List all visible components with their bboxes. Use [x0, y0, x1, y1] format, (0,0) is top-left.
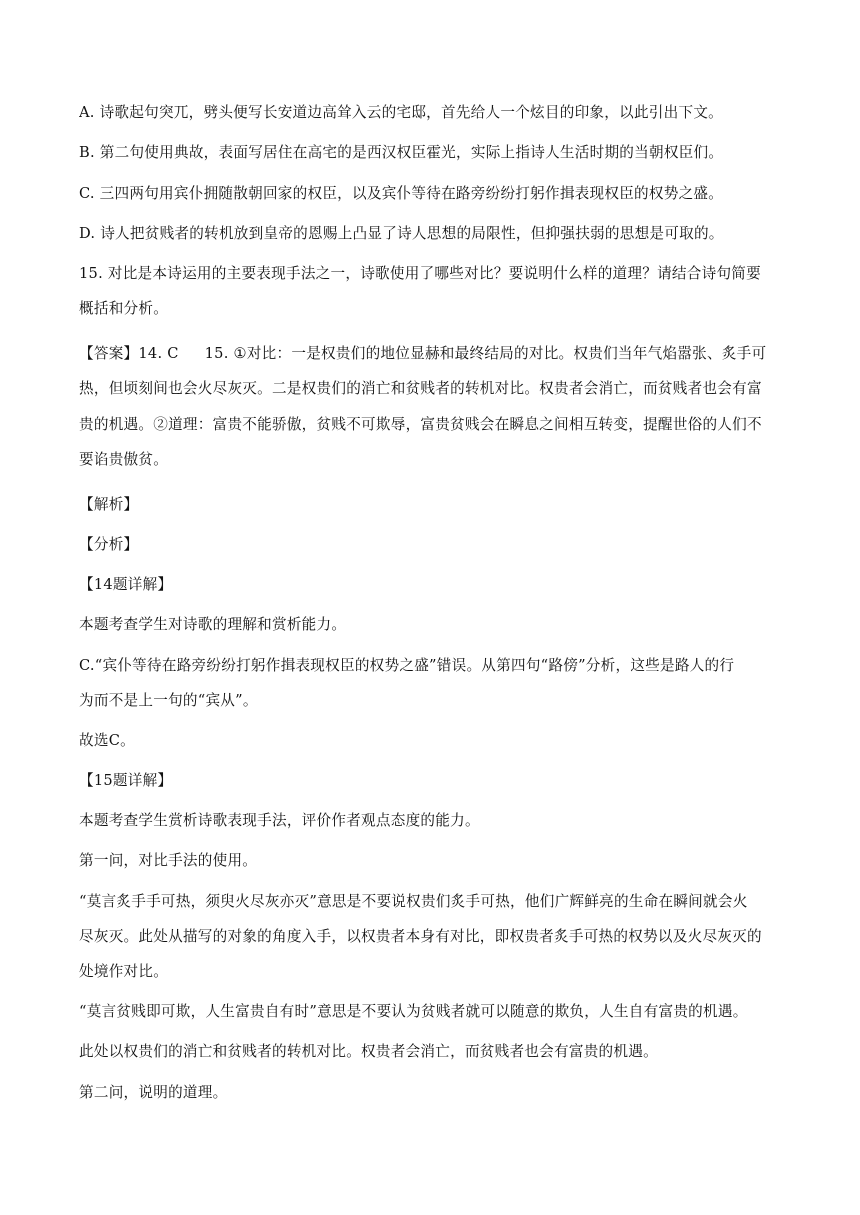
q14-line-3: 为而不是上一句的“宾从”。: [79, 692, 258, 709]
q15-line-8: 第二问，说明的道理。: [79, 1084, 228, 1101]
answer-line-4: 要谄贵傲贫。: [79, 451, 169, 468]
q15-line-7: 此处以权贵们的消亡和贫贱者的转机对比。权贵者会消亡，而贫贱者也会有富贵的机遇。: [79, 1043, 658, 1060]
q15-line-6: “莫言贫贱即可欺，人生富贵自有时”意思是不要认为贫贱者就可以随意的欺负，人生自有富贵的机遇。: [79, 1003, 748, 1020]
q14-line-4: 故选C。: [79, 732, 135, 749]
fenxi-heading: 【分析】: [79, 536, 139, 553]
q15-line-4: 尽灰灭。此处从描写的对象的角度入手，以权贵者本身有对比，即权贵者炙手可热的权势以及火尽灰灭的: [79, 928, 762, 945]
option-d: D. 诗人把贫贱者的转机放到皇帝的恩赐上凸显了诗人思想的局限性，但抑强扶弱的思想是可取的。: [79, 225, 724, 242]
option-b: B. 第二句使用典故，表面写居住在高宅的是西汉权臣霍光，实际上指诗人生活时期的当朝权臣们。: [79, 144, 724, 161]
q14-line-2: C.“宾仆等待在路旁纷纷打躬作揖表现权臣的权势之盛”错误。从第四句“路傍”分析，这些是路人的行: [79, 657, 735, 674]
answer-14: 【答案】14. C: [79, 345, 179, 362]
answer-line-1: [79, 344, 795, 364]
answer-15-start: 15. ①对比：一是权贵们的地位显赫和最终结局的对比。权贵们当年气焰嚣张、炙手可: [204, 345, 767, 362]
question-15-line-2: 概括和分析。: [79, 300, 169, 317]
q15-line-5: 处境作对比。: [79, 963, 169, 980]
q15-heading: 【15题详解】: [79, 772, 173, 789]
answer-line-3: 贵的机遇。②道理：富贵不能骄傲，贫贱不可欺辱，富贵贫贱会在瞬息之间相互转变，提醒世俗的人们不: [79, 416, 762, 433]
option-a: A. 诗歌起句突兀，劈头便写长安道边高耸入云的宅邸，首先给人一个炫目的印象，以此引出下文。: [79, 104, 724, 121]
q15-line-1: 本题考查学生赏析诗歌表现手法，评价作者观点态度的能力。: [79, 812, 480, 829]
q15-line-3: “莫言炙手手可热，须臾火尽灰亦灭”意思是不要说权贵们炙手可热，他们广辉鲜亮的生命在瞬间就会火: [79, 893, 748, 910]
question-15-line-1: 15. 对比是本诗运用的主要表现手法之一，诗歌使用了哪些对比？要说明什么样的道理？请结合诗句简要: [79, 265, 761, 282]
answer-line-2: 热，但顷刻间也会火尽灰灭。二是权贵们的消亡和贫贱者的转机对比。权贵者会消亡，而贫贱者也会有富: [79, 380, 762, 397]
q14-heading: 【14题详解】: [79, 576, 173, 593]
q15-line-2: 第一问，对比手法的使用。: [79, 852, 258, 869]
option-c: C. 三四两句用宾仆拥随散朝回家的权臣，以及宾仆等待在路旁纷纷打躬作揖表现权臣的权势之盛。: [79, 185, 724, 202]
q14-line-1: 本题考查学生对诗歌的理解和赏析能力。: [79, 616, 347, 633]
analysis-heading: 【解析】: [79, 496, 139, 513]
